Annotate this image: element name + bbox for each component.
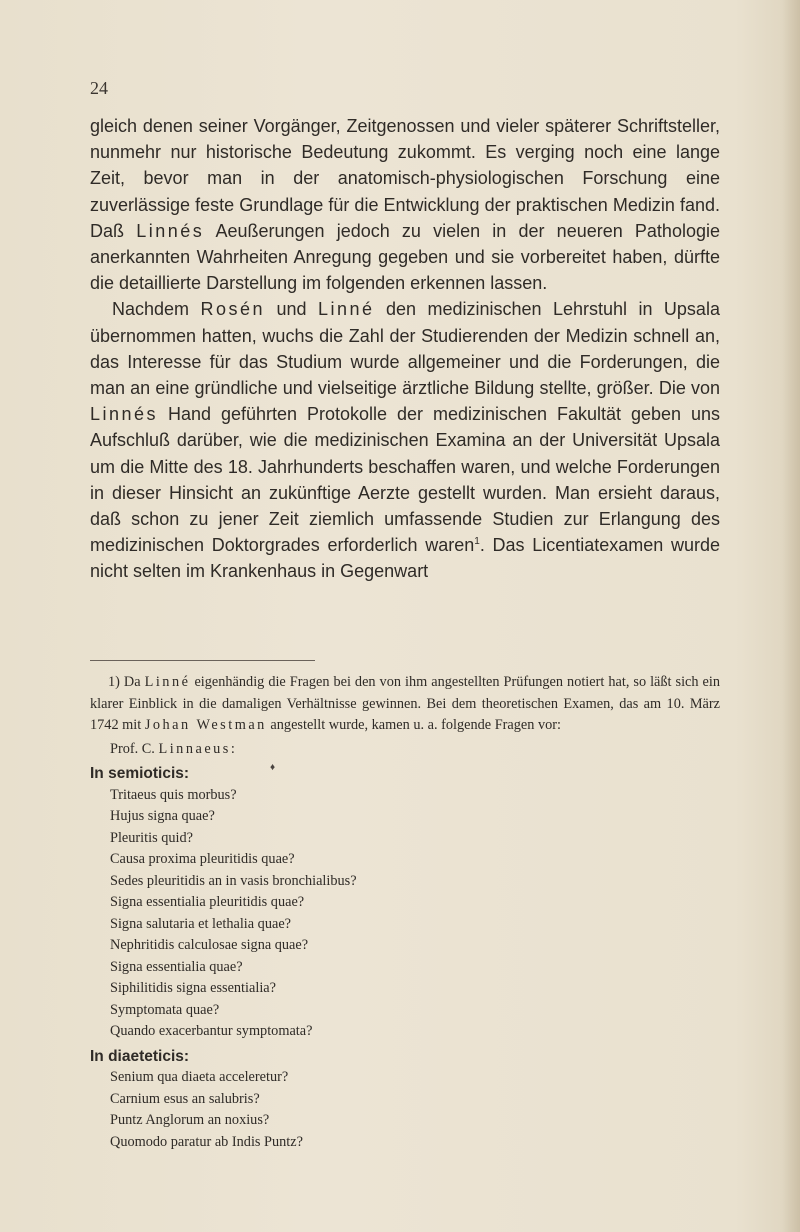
question-list-semioticis: [90, 785, 720, 1043]
question-item: Quomodo paratur ab Indis Puntz?: [110, 1133, 303, 1150]
main-text-body: [90, 113, 720, 585]
footnote-text-2: angestellt wurde, kamen u. a. folgende Fragen vor:: [270, 717, 562, 733]
question-item: Puntz Anglorum an noxius?: [110, 1112, 270, 1128]
p2-und: und: [276, 299, 307, 320]
heading-semioticis: In semioticis:: [90, 765, 190, 782]
name-rosen: Rosén: [200, 299, 266, 320]
footnote-rule: [90, 660, 315, 661]
question-item: Hujus signa quae?: [110, 808, 215, 824]
name-linnes-2: Linnés: [90, 404, 159, 425]
print-speck-mark: ♦: [270, 762, 276, 773]
p2-mid: den medizinischen Lehrstuhl in Upsala übernommen hatten, wuchs die Zahl der Studierenden der Medizin schnell an, das Interesse für das Studium wurde allgemeiner und die Forderungen, die man an eine gründliche und vielseitige ärztliche Bildung stellte, größer. Die von: [90, 299, 720, 399]
professor-line: [110, 739, 720, 761]
question-item: Siphilitidis signa essentialia?: [110, 980, 276, 996]
footnote: [90, 672, 720, 1153]
question-list-diaeteticis: [90, 1067, 720, 1153]
footnote-text-1: eigenhändig die Fragen bei den von ihm angestellten Prüfungen notiert hat, so läßt sich ein klarer Einblick in die damaligen Verhältnisse gewinnen. Bei dem theoretischen Examen, das am 10. März 1742 mit: [90, 674, 721, 733]
paragraph-1-end: Aeußerungen jedoch zu vielen in der neueren Pathologie anerkannten Wahrheiten Anregung gegeben und sie vorbereitet haben, dürfte die detaillierte Darstellung im folgenden erkennen lassen.: [90, 220, 720, 294]
paragraph-1-text: gleich denen seiner Vorgänger, Zeitgenossen und vieler späterer Schriftsteller, nunmehr nur historische Bedeutung zukommt. Es verging noch eine lange Zeit, bevor man in der anatomisch-physiologischen Forschung eine zuverlässige feste Grundlage für die Entwicklung der praktischen Medizin fand. Daß: [90, 116, 720, 241]
question-item: Sedes pleuritidis an in vasis bronchialibus?: [110, 872, 357, 889]
p2-start: Nachdem: [112, 299, 190, 320]
paragraph-1: [90, 113, 720, 296]
footnote-reference[interactable]: 1: [474, 536, 480, 548]
p2-tail: . Das Licentiatexamen wurde nicht selten im Krankenhaus in Gegenwart: [90, 535, 721, 582]
question-item: Signa essentialia pleuritidis quae?: [110, 894, 305, 910]
heading-diaeteticis: In diaeteticis:: [90, 1047, 190, 1065]
question-item: Signa essentialia quae?: [110, 958, 243, 975]
question-item: Signa salutaria et lethalia quae?: [110, 915, 292, 932]
prof-name: Linnaeus:: [158, 740, 238, 757]
question-item: Pleuritis quid?: [110, 829, 193, 846]
footnote-name-linne: Linné: [144, 674, 191, 690]
name-linnes: Linnés: [136, 220, 205, 241]
question-item: Carnium esus an salubris?: [110, 1090, 260, 1107]
question-item: Nephritidis calculosae signa quae?: [110, 937, 309, 953]
footnote-da: Da: [123, 674, 141, 690]
name-linne: Linné: [317, 299, 375, 320]
footnote-name-westman: Johan Westman: [144, 717, 267, 733]
paragraph-2: [90, 296, 720, 584]
page-edge-shadow: [782, 0, 800, 1232]
page-number: 24: [90, 78, 108, 98]
question-item: Senium qua diaeta acceleretur?: [110, 1069, 289, 1085]
prof-prefix: Prof. C.: [110, 740, 155, 757]
question-item: Tritaeus quis morbus?: [110, 786, 237, 803]
question-item: Symptomata quae?: [110, 1001, 220, 1018]
p2-end: Hand geführten Protokolle der medizinischen Fakultät geben uns Aufschluß darüber, wie die medizinischen Examina an der Universität Upsala um die Mitte des 18. Jahrhunderts beschaffen waren, und welche Forderungen in dieser Hinsicht an zukünftige Aerzte gestellt wurden. Man ersieht daraus, daß schon zu jener Zeit ziemlich umfassende Studien zur Erlangung des medizinischen Doktorgrades erforderlich waren: [90, 404, 720, 556]
question-item: Quando exacerbantur symptomata?: [110, 1023, 313, 1039]
footnote-intro: [90, 672, 720, 737]
question-item: Causa proxima pleuritidis quae?: [110, 851, 295, 867]
footnote-marker: 1): [108, 674, 120, 690]
